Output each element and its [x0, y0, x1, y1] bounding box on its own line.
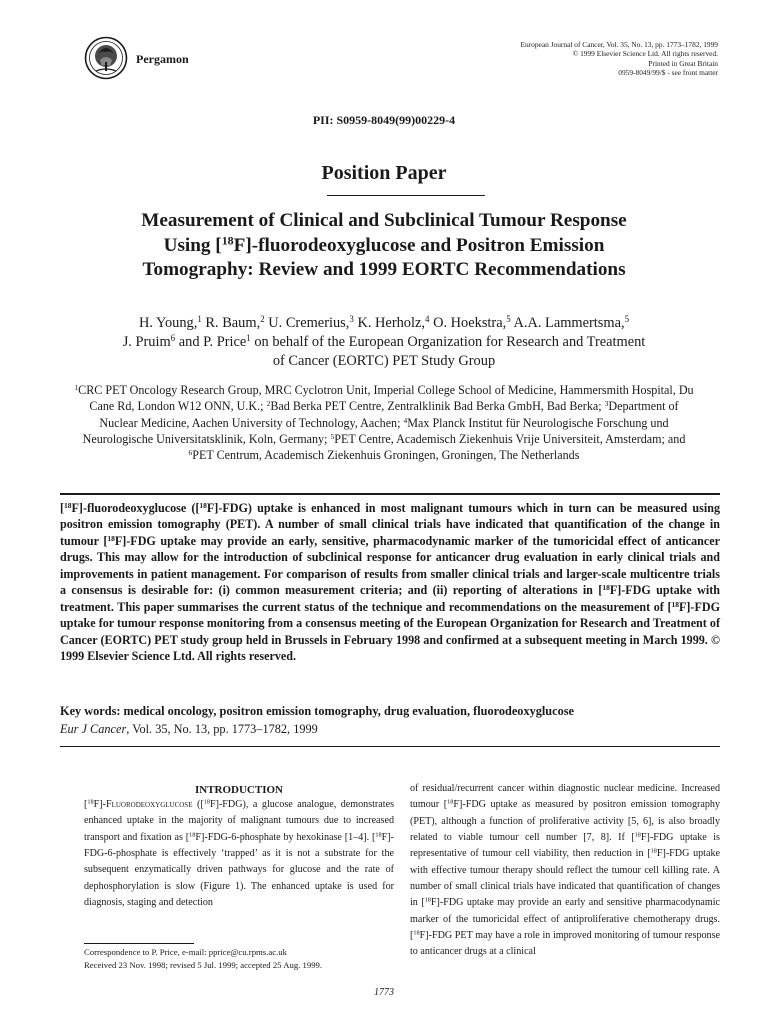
citation-line	[60, 721, 720, 738]
page-number: 1773	[374, 987, 394, 998]
introduction-heading: INTRODUCTION	[194, 784, 283, 796]
author-affiliation-mark: 3	[349, 314, 354, 325]
title-line-2	[60, 234, 708, 259]
body-text: F]-FDG uptake with effective tumour therapy should reflect the tumour cell killing rate. A number of small clinical trials have indicated that quantification of changes in [	[410, 848, 720, 909]
small-caps-term: Fluorodeoxyglucose	[105, 799, 193, 810]
author-affiliation-mark: 4	[425, 314, 430, 325]
affiliation-mark: 2	[266, 399, 271, 409]
author-name: A.A. Lammertsma,	[513, 315, 625, 331]
author-affiliation-mark: 5	[506, 314, 511, 325]
body-text: F]-FDG uptake as measured by positron emission tomography (PET), although a function of proliferative activity [5, 6], is also broadly related to viable tumour cell number [7, 8]. If [	[410, 799, 721, 844]
issn-line: 0959-8049/99/$ - see front matter	[618, 67, 718, 77]
author-affiliation-mark: 6	[170, 333, 176, 344]
journal-citation: European Journal of Cancer, Vol. 35, No. 13, pp. 1773–1782, 1999	[520, 40, 718, 49]
title-line-3: Tomography: Review and 1999 EORTC Recommendations	[142, 259, 626, 280]
author-name: O. Hoekstra,	[433, 315, 507, 331]
keywords-text: medical oncology, positron emission tomography, drug evaluation, fluorodeoxyglucose	[123, 704, 574, 718]
isotope-superscript: 18	[375, 831, 382, 839]
author-name: K. Herholz,	[357, 315, 425, 331]
body-text: F]-FDG PET may have a role in improved monitoring of tumour response to anticancer drugs at a clinical	[410, 930, 720, 958]
affiliation-6: PET Centrum, Academisch Ziekenhuis Groningen, Groningen, The Netherlands	[192, 448, 580, 463]
body-column-left	[84, 797, 394, 911]
body-text: F]-FDG), a glucose analogue, demonstrates enhanced uptake in the majority of malignant tumours due to increased transport and fixation as [	[84, 799, 394, 843]
author-affiliation-mark: 1	[197, 314, 202, 325]
affiliation-mark: 5	[330, 431, 335, 441]
body-text: F]-	[93, 799, 106, 810]
author-name: R. Baum,	[205, 315, 261, 331]
journal-meta	[388, 40, 718, 77]
received-dates-line: Received 23 Nov. 1998; revised 5 Jul. 1999; accepted 25 Aug. 1999.	[84, 960, 323, 970]
author-line-2	[60, 333, 708, 352]
abstract-top-rule	[60, 493, 720, 495]
abstract-text: F]-FDG uptake for tumour response monitoring from a consensus meeting of the European Organization for Research and Treatment of Cancer (EORTC) PET study group held in Brussels in February 1998 and confirmed at a subsequent meeting in March 1999. © 1999 Elsevier Science Ltd. All rights reserved.	[60, 599, 720, 664]
author-name: U. Cremerius,	[268, 315, 350, 331]
body-text: F]-FDG-6-phosphate by hexokinase [1–4]. [	[195, 831, 376, 843]
author-line-1	[60, 314, 708, 333]
footnote	[84, 946, 404, 972]
correspondence-line: Correspondence to P. Price, e-mail: pprice@cu.rpms.ac.uk	[84, 947, 287, 957]
section-label: Position Paper	[321, 162, 447, 184]
author-list	[60, 314, 708, 372]
isotope-superscript: 18	[107, 533, 115, 543]
affiliation-5: PET Centre, Academisch Ziekenhuis Vrije Universiteit, Amsterdam; and	[334, 431, 686, 446]
isotope-superscript: 18	[189, 831, 196, 839]
isotope-superscript: 18	[203, 798, 210, 806]
elsevier-tree-seal-icon	[84, 36, 128, 80]
author-affiliation-mark: 1	[246, 333, 251, 344]
abstract-text: F]-fluorodeoxyglucose ([	[71, 501, 200, 515]
isotope-superscript: 18	[447, 798, 454, 806]
publisher-name: Pergamon	[136, 52, 189, 66]
isotope-superscript: 18	[650, 847, 657, 855]
abstract-text: F]-FDG uptake may provide an early, sensitive, pharmacodynamic marker of the tumoricidal effect of anticancer drugs. This may allow for the introduction of subclinical response for anticancer drug evaluation in early clinical trials and improvements in patient management. For comparison of results from smaller clinical trials and larger-scale multicentre trials a consensus is desirable for: (i) common measurement criteria; and (ii) reporting of alterations in [	[60, 533, 720, 598]
isotope-superscript: 18	[671, 599, 680, 609]
author-group-text: on behalf of the European Organization for Research and Treatment	[254, 334, 646, 351]
copyright-line: © 1999 Elsevier Science Ltd. All rights reserved.	[572, 49, 718, 59]
affiliation-2: Bad Berka PET Centre, Zentralklinik Bad Berka GmbH, Bad Berka;	[270, 399, 602, 414]
author-name: and P. Price	[178, 334, 247, 351]
article-title	[60, 209, 708, 283]
citation-details: , Vol. 35, No. 13, pp. 1773–1782, 1999	[126, 722, 318, 736]
abstract-text: F]-FDG uptake with treatment. This paper summarises the current status of the technique and recommendations on the measurement of [	[60, 583, 720, 614]
abstract-bottom-rule	[60, 746, 720, 747]
affiliation-3: Department of Nuclear Medicine, Aachen University of Technology, Aachen;	[99, 399, 679, 430]
body-text: F]-FDG uptake is representative of tumour cell viability, then reduction in [	[410, 832, 720, 860]
affiliation-mark: 1	[74, 382, 79, 392]
affiliation-1: CRC PET Oncology Research Group, MRC Cyclotron Unit, Imperial College School of Medicine, Hammersmith Hospital, Du Cane Rd, London W12 ONN, U.K.;	[78, 383, 694, 414]
keywords	[60, 703, 720, 720]
author-affiliation-mark: 2	[260, 314, 265, 325]
body-column-right	[410, 781, 720, 961]
title-line-1: Measurement of Clinical and Subclinical Tumour Response	[141, 210, 627, 231]
journal-abbrev: Eur J Cancer	[60, 722, 127, 736]
footnote-rule	[84, 943, 194, 944]
body-text: F]-FDG-6-phosphate is effectively ‘trapped’ as it is not a substrate for the subsequent enzymatically driven pathways for glucose and the rate of dephosphorylation is slow (Figure 1). The enhanced uptake is used for diagnosis, staging and detection	[84, 831, 394, 909]
abstract-text: [	[60, 501, 65, 515]
abstract-text: F]-FDG) uptake is enhanced in most malignant tumours which in turn can be measured using positron emission tomography (PET). A number of small clinical trials have indicated that quantification of the change in tumour [	[60, 501, 721, 548]
pii-identifier: PII: S0959-8049(99)00229-4	[312, 113, 456, 127]
body-text: ([	[192, 799, 204, 810]
abstract	[60, 500, 720, 665]
isotope-superscript: 18	[634, 831, 641, 839]
affiliation-mark: 6	[188, 448, 193, 458]
keywords-label: Key words:	[60, 704, 121, 718]
isotope-superscript: 18	[602, 583, 610, 593]
isotope-superscript: 18	[424, 896, 431, 904]
isotope-superscript: 18	[87, 798, 94, 806]
isotope-superscript: 18	[221, 232, 234, 247]
affiliation-4: Max Planck Institut für Neurologische Forschung und Neurologische Universitatsklinik, Koln, Germany;	[82, 415, 669, 446]
printed-line: Printed in Great Britain	[648, 58, 718, 68]
author-line-3: of Cancer (EORTC) PET Study Group	[272, 353, 496, 370]
isotope-superscript: 18	[64, 500, 72, 510]
title-text: Using [	[163, 234, 222, 256]
section-label-rule	[327, 195, 485, 196]
isotope-superscript: 18	[413, 929, 420, 937]
affiliations	[70, 382, 698, 463]
body-text: of residual/recurrent cancer within diagnostic nuclear medicine. Increased tumour [	[410, 783, 720, 811]
affiliation-mark: 4	[403, 415, 408, 425]
author-affiliation-mark: 5	[624, 314, 630, 325]
title-text: F]-fluorodeoxyglucose and Positron Emission	[233, 234, 605, 256]
body-text: [	[84, 799, 88, 810]
affiliation-mark: 3	[604, 399, 609, 409]
author-name: H. Young,	[138, 315, 198, 331]
author-name: J. Pruim	[122, 334, 171, 351]
isotope-superscript: 18	[199, 500, 207, 510]
body-text: F]-FDG uptake may provide an early and sensitive pharmacodynamic marker of the tumoricidal effect of antiproliferative chemotherapy drugs. [	[410, 897, 720, 942]
